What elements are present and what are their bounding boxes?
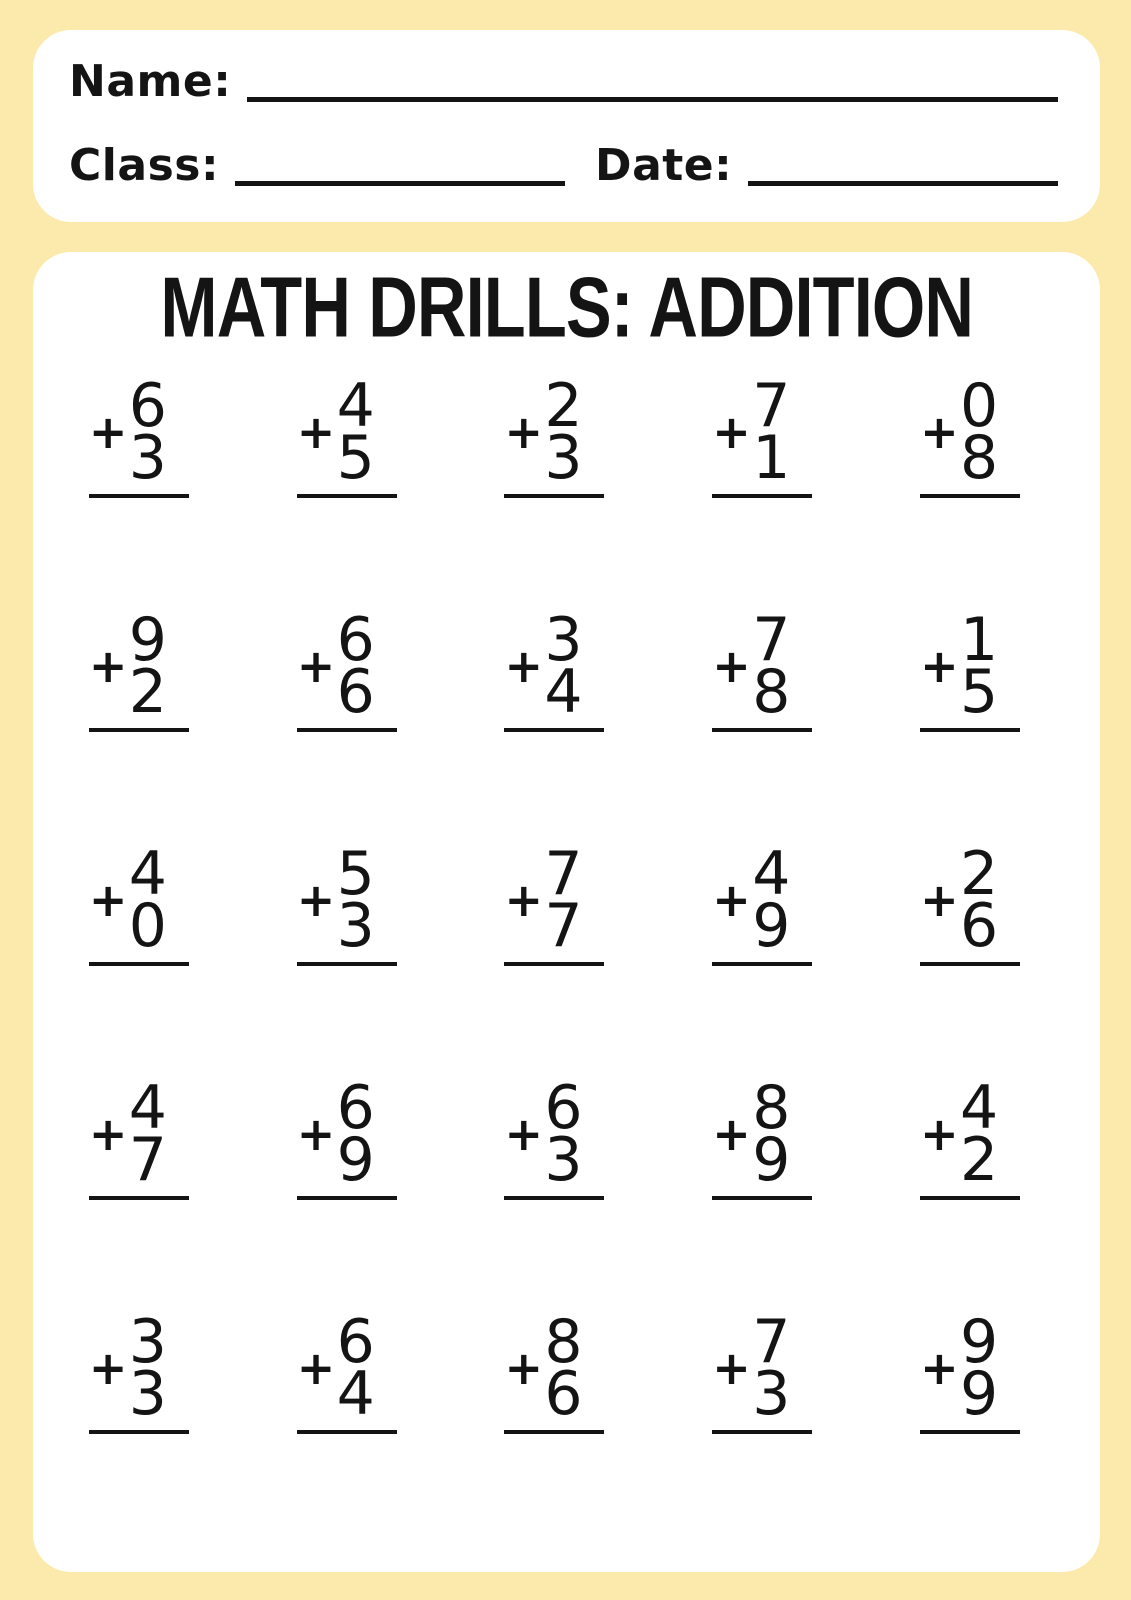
answer-line[interactable]: [920, 962, 1020, 966]
problem-body: [296, 839, 397, 961]
digit-stack: [333, 839, 379, 961]
addition-problem: [504, 1307, 604, 1434]
answer-line[interactable]: [920, 1196, 1020, 1200]
answer-line[interactable]: [712, 728, 812, 732]
digit-stack: [748, 1307, 794, 1429]
plus-operator: +: [920, 873, 959, 927]
bottom-addend: 7: [544, 891, 583, 961]
digit-stack: [333, 605, 379, 727]
top-addend: 7: [752, 605, 791, 675]
addition-problem: [504, 839, 604, 966]
problem-body: [88, 1073, 189, 1195]
addition-problem: [296, 1073, 397, 1200]
header-card: [33, 30, 1100, 222]
name-row: [69, 56, 1058, 107]
problem-body: [712, 1073, 812, 1195]
plus-operator: +: [504, 405, 544, 459]
problem-body: [920, 1073, 1020, 1195]
plus-operator: +: [712, 1341, 751, 1395]
top-addend: 7: [752, 371, 791, 441]
addition-problem: [504, 605, 604, 732]
bottom-addend: 9: [336, 1125, 375, 1195]
digit-stack: [748, 605, 794, 727]
digit-stack: [125, 839, 171, 961]
answer-line[interactable]: [297, 494, 397, 498]
addition-problem: [712, 605, 812, 732]
top-addend: 4: [128, 839, 167, 909]
top-addend: 3: [544, 605, 583, 675]
answer-line[interactable]: [920, 1430, 1020, 1434]
digit-stack: [956, 605, 1002, 727]
answer-line[interactable]: [504, 728, 604, 732]
class-fill-line[interactable]: [235, 181, 565, 186]
top-addend: 2: [960, 839, 999, 909]
digit-stack: [540, 1073, 586, 1195]
problem-body: [296, 1073, 397, 1195]
top-addend: 3: [128, 1307, 167, 1377]
addition-problem: [88, 1073, 189, 1200]
plus-operator: +: [504, 1107, 544, 1161]
date-label: Date:: [595, 140, 733, 191]
top-addend: 6: [336, 605, 375, 675]
top-addend: 9: [128, 605, 167, 675]
digit-stack: [748, 371, 794, 493]
top-addend: 5: [336, 839, 375, 909]
plus-operator: +: [296, 639, 336, 693]
answer-line[interactable]: [504, 494, 604, 498]
plus-operator: +: [712, 873, 751, 927]
digit-stack: [748, 839, 794, 961]
plus-operator: +: [296, 1341, 336, 1395]
digit-stack: [540, 371, 586, 493]
addition-problem: [88, 605, 189, 732]
addition-problem: [920, 1073, 1020, 1200]
addition-problem: [296, 371, 397, 498]
answer-line[interactable]: [712, 494, 812, 498]
top-addend: 4: [128, 1073, 167, 1143]
bottom-addend: 9: [752, 891, 791, 961]
problem-body: [88, 605, 189, 727]
bottom-addend: 3: [128, 1359, 167, 1429]
addition-problem: [920, 605, 1020, 732]
digit-stack: [333, 1073, 379, 1195]
digit-stack: [956, 839, 1002, 961]
plus-operator: +: [920, 405, 959, 459]
digit-stack: [540, 1307, 586, 1429]
bottom-addend: 3: [544, 1125, 583, 1195]
bottom-addend: 9: [752, 1125, 791, 1195]
addition-problem: [296, 839, 397, 966]
bottom-addend: 6: [544, 1359, 583, 1429]
problem-body: [504, 1307, 604, 1429]
bottom-addend: 2: [128, 657, 167, 727]
addition-problem: [296, 1307, 397, 1434]
plus-operator: +: [920, 1341, 959, 1395]
bottom-addend: 5: [960, 657, 999, 727]
problem-body: [712, 1307, 812, 1429]
bottom-addend: 5: [336, 423, 375, 493]
plus-operator: +: [88, 873, 128, 927]
addition-problem: [920, 1307, 1020, 1434]
answer-line[interactable]: [712, 1196, 812, 1200]
plus-operator: +: [504, 1341, 544, 1395]
digit-stack: [333, 371, 379, 493]
digit-stack: [956, 1307, 1002, 1429]
answer-line[interactable]: [297, 962, 397, 966]
plus-operator: +: [920, 1107, 959, 1161]
answer-line[interactable]: [89, 728, 189, 732]
bottom-addend: 6: [960, 891, 999, 961]
bottom-addend: 3: [544, 423, 583, 493]
name-label: Name:: [69, 56, 232, 107]
answer-line[interactable]: [920, 728, 1020, 732]
digit-stack: [125, 1307, 171, 1429]
plus-operator: +: [504, 639, 544, 693]
problem-body: [296, 1307, 397, 1429]
title-wrap: [33, 258, 1100, 356]
plus-operator: +: [88, 1341, 128, 1395]
plus-operator: +: [920, 639, 959, 693]
addition-problem: [504, 371, 604, 498]
bottom-addend: 7: [128, 1125, 167, 1195]
problem-body: [504, 839, 604, 961]
addition-problem: [88, 371, 189, 498]
digit-stack: [125, 1073, 171, 1195]
addition-problem: [88, 1307, 189, 1434]
plus-operator: +: [88, 639, 128, 693]
problem-body: [296, 605, 397, 727]
digit-stack: [125, 371, 171, 493]
top-addend: 7: [752, 1307, 791, 1377]
digit-stack: [333, 1307, 379, 1429]
problem-body: [712, 605, 812, 727]
answer-line[interactable]: [712, 1430, 812, 1434]
digit-stack: [540, 605, 586, 727]
answer-line[interactable]: [89, 1430, 189, 1434]
answer-line[interactable]: [504, 962, 604, 966]
digit-stack: [540, 839, 586, 961]
digit-stack: [125, 605, 171, 727]
bottom-addend: 0: [128, 891, 167, 961]
plus-operator: +: [296, 1107, 336, 1161]
answer-line[interactable]: [712, 962, 812, 966]
digit-stack: [956, 371, 1002, 493]
bottom-addend: 4: [336, 1359, 375, 1429]
class-date-row: [69, 140, 1058, 191]
addition-problem: [296, 605, 397, 732]
addition-problem: [712, 1307, 812, 1434]
plus-operator: +: [712, 405, 751, 459]
bottom-addend: 1: [752, 423, 791, 493]
addition-problem: [920, 839, 1020, 966]
top-addend: 0: [960, 371, 999, 441]
top-addend: 2: [544, 371, 583, 441]
top-addend: 7: [544, 839, 583, 909]
bottom-addend: 3: [752, 1359, 791, 1429]
addition-problem: [920, 371, 1020, 498]
problem-body: [504, 371, 604, 493]
problem-body: [504, 1073, 604, 1195]
bottom-addend: 9: [960, 1359, 999, 1429]
top-addend: 4: [960, 1073, 999, 1143]
plus-operator: +: [88, 405, 128, 459]
problem-body: [504, 605, 604, 727]
worksheet-title: MATH DRILLS: ADDITION: [160, 258, 973, 356]
worksheet-card: [33, 252, 1100, 1572]
top-addend: 6: [544, 1073, 583, 1143]
digit-stack: [748, 1073, 794, 1195]
plus-operator: +: [296, 405, 336, 459]
answer-line[interactable]: [504, 1430, 604, 1434]
problem-body: [88, 839, 189, 961]
bottom-addend: 8: [752, 657, 791, 727]
problem-body: [920, 839, 1020, 961]
top-addend: 4: [752, 839, 791, 909]
answer-line[interactable]: [89, 494, 189, 498]
bottom-addend: 2: [960, 1125, 999, 1195]
problem-body: [88, 371, 189, 493]
name-fill-line[interactable]: [247, 97, 1058, 102]
answer-line[interactable]: [89, 962, 189, 966]
answer-line[interactable]: [297, 1196, 397, 1200]
addition-problem: [88, 839, 189, 966]
bottom-addend: 4: [544, 657, 583, 727]
answer-line[interactable]: [504, 1196, 604, 1200]
top-addend: 8: [544, 1307, 583, 1377]
top-addend: 6: [336, 1073, 375, 1143]
addition-problem: [712, 371, 812, 498]
plus-operator: +: [712, 1107, 751, 1161]
bottom-addend: 8: [960, 423, 999, 493]
problem-body: [920, 371, 1020, 493]
problem-body: [712, 371, 812, 493]
problem-body: [88, 1307, 189, 1429]
plus-operator: +: [712, 639, 751, 693]
answer-line[interactable]: [297, 1430, 397, 1434]
answer-line[interactable]: [297, 728, 397, 732]
top-addend: 8: [752, 1073, 791, 1143]
top-addend: 4: [336, 371, 375, 441]
addition-problem: [712, 1073, 812, 1200]
bottom-addend: 6: [336, 657, 375, 727]
top-addend: 6: [336, 1307, 375, 1377]
class-label: Class:: [69, 140, 220, 191]
answer-line[interactable]: [920, 494, 1020, 498]
date-fill-line[interactable]: [748, 181, 1058, 186]
bottom-addend: 3: [128, 423, 167, 493]
top-addend: 9: [960, 1307, 999, 1377]
answer-line[interactable]: [89, 1196, 189, 1200]
addition-problem: [712, 839, 812, 966]
plus-operator: +: [504, 873, 544, 927]
problems-grid: [33, 371, 1100, 1434]
plus-operator: +: [88, 1107, 128, 1161]
digit-stack: [956, 1073, 1002, 1195]
problem-body: [920, 1307, 1020, 1429]
bottom-addend: 3: [336, 891, 375, 961]
problem-body: [920, 605, 1020, 727]
problem-body: [712, 839, 812, 961]
top-addend: 6: [128, 371, 167, 441]
addition-problem: [504, 1073, 604, 1200]
problem-body: [296, 371, 397, 493]
top-addend: 1: [960, 605, 999, 675]
plus-operator: +: [296, 873, 336, 927]
